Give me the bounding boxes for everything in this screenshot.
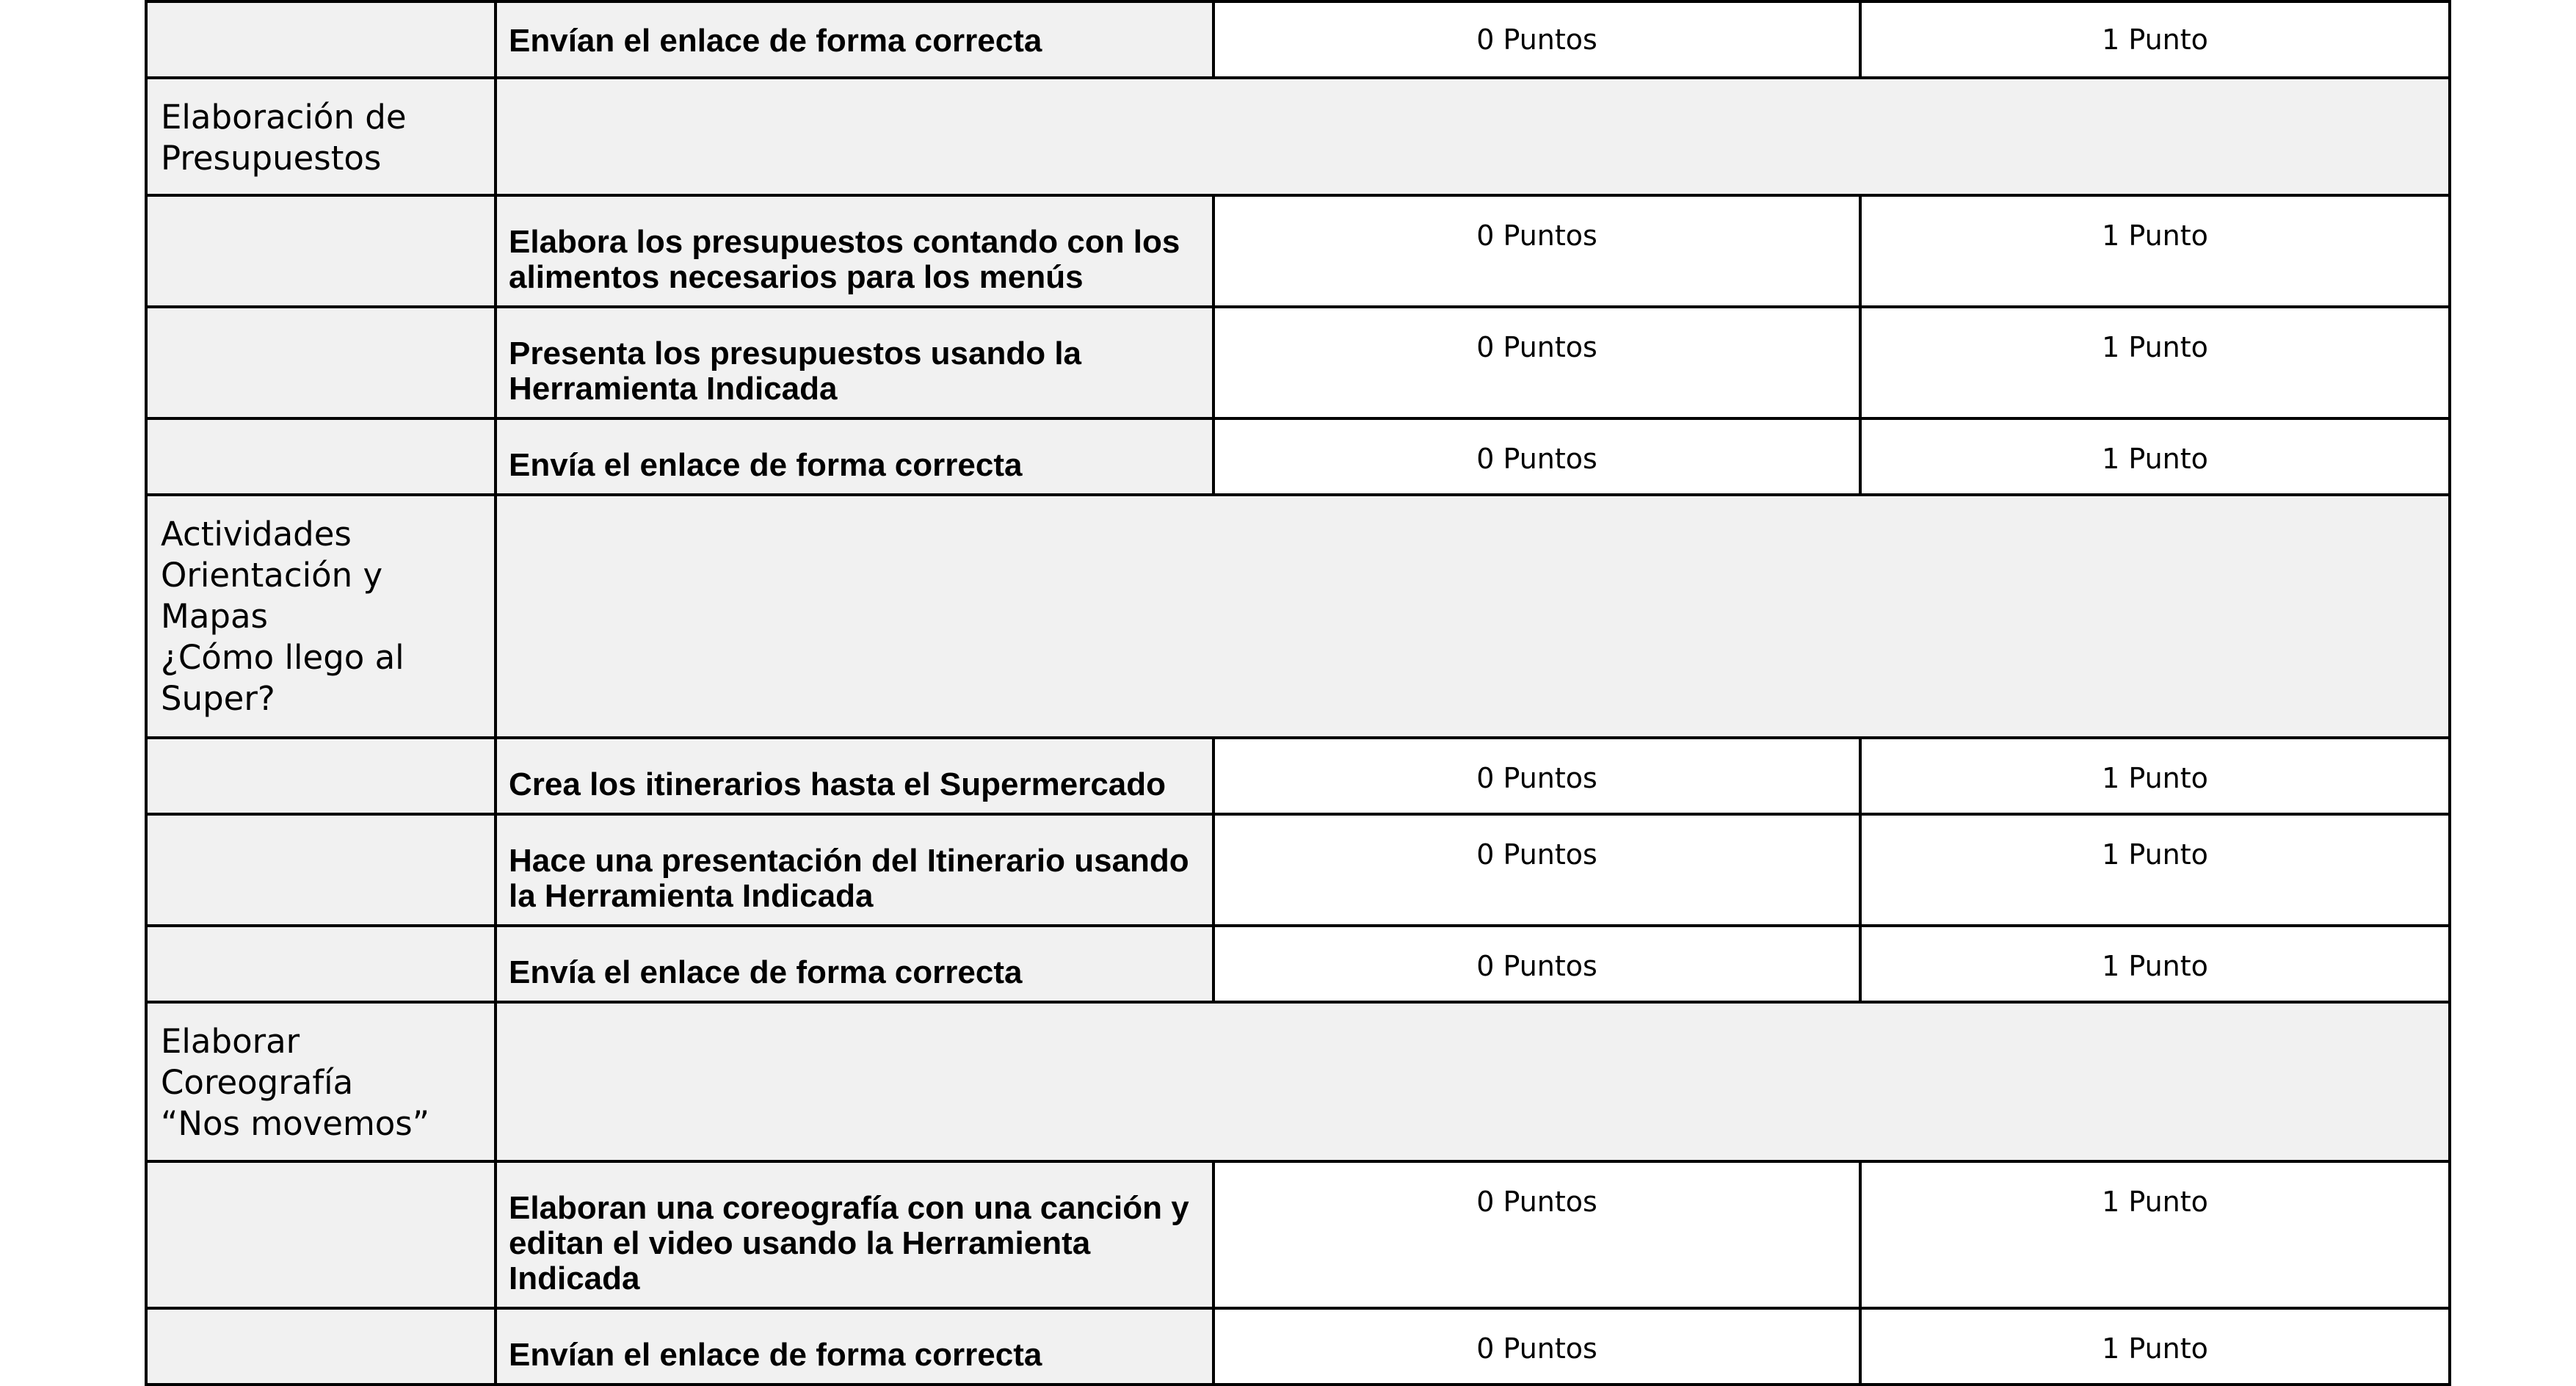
score-high-cell: 1 Punto [1860, 1161, 2450, 1308]
score-high-cell: 1 Punto [1860, 738, 2450, 814]
table-row [146, 307, 2450, 418]
section-cell-empty [146, 418, 496, 495]
score-high-cell: 1 Punto [1860, 195, 2450, 307]
table-row [146, 738, 2450, 814]
criterion-cell: Crea los itinerarios hasta el Supermercado [496, 738, 1213, 814]
criterion-cell: Envía el enlace de forma correcta [496, 926, 1213, 1002]
score-low-cell: 0 Puntos [1213, 926, 1860, 1002]
score-low-cell: 0 Puntos [1213, 1161, 1860, 1308]
section-cell-empty [146, 307, 496, 418]
rubric-table [145, 0, 2451, 1386]
table-row [146, 926, 2450, 1002]
score-high-cell: 1 Punto [1860, 1, 2450, 78]
score-high-cell: 1 Punto [1860, 307, 2450, 418]
score-low-cell: 0 Puntos [1213, 1308, 1860, 1385]
section-cell-empty [146, 926, 496, 1002]
section-cell-empty [146, 738, 496, 814]
section-label: Elaboración de Presupuestos [146, 78, 496, 195]
score-low-cell: 0 Puntos [1213, 738, 1860, 814]
section-label: Actividades Orientación y Mapas ¿Cómo llego al Super? [146, 495, 496, 738]
section-span-cell [496, 1002, 2450, 1161]
section-label: Elaborar Coreografía “Nos movemos” [146, 1002, 496, 1161]
table-row [146, 418, 2450, 495]
section-cell-empty [146, 1, 496, 78]
score-low-cell: 0 Puntos [1213, 1, 1860, 78]
criterion-cell: Hace una presentación del Itinerario usando la Herramienta Indicada [496, 814, 1213, 926]
table-row [146, 1, 2450, 78]
score-low-cell: 0 Puntos [1213, 814, 1860, 926]
score-low-cell: 0 Puntos [1213, 418, 1860, 495]
score-high-cell: 1 Punto [1860, 1308, 2450, 1385]
criterion-cell: Envían el enlace de forma correcta [496, 1308, 1213, 1385]
section-row [146, 495, 2450, 738]
score-high-cell: 1 Punto [1860, 814, 2450, 926]
section-cell-empty [146, 1161, 496, 1308]
section-row [146, 78, 2450, 195]
table-row [146, 195, 2450, 307]
criterion-cell: Elabora los presupuestos contando con los alimentos necesarios para los menús [496, 195, 1213, 307]
score-low-cell: 0 Puntos [1213, 307, 1860, 418]
section-span-cell [496, 78, 2450, 195]
criterion-cell: Envía el enlace de forma correcta [496, 418, 1213, 495]
section-span-cell [496, 495, 2450, 738]
table-row [146, 1308, 2450, 1385]
section-cell-empty [146, 195, 496, 307]
table-row [146, 814, 2450, 926]
section-cell-empty [146, 1308, 496, 1385]
criterion-cell: Envían el enlace de forma correcta [496, 1, 1213, 78]
table-row [146, 1161, 2450, 1308]
criterion-cell: Presenta los presupuestos usando la Herramienta Indicada [496, 307, 1213, 418]
score-high-cell: 1 Punto [1860, 926, 2450, 1002]
section-row [146, 1002, 2450, 1161]
score-high-cell: 1 Punto [1860, 418, 2450, 495]
section-cell-empty [146, 814, 496, 926]
score-low-cell: 0 Puntos [1213, 195, 1860, 307]
criterion-cell: Elaboran una coreografía con una canción y editan el video usando la Herramienta Indicada [496, 1161, 1213, 1308]
